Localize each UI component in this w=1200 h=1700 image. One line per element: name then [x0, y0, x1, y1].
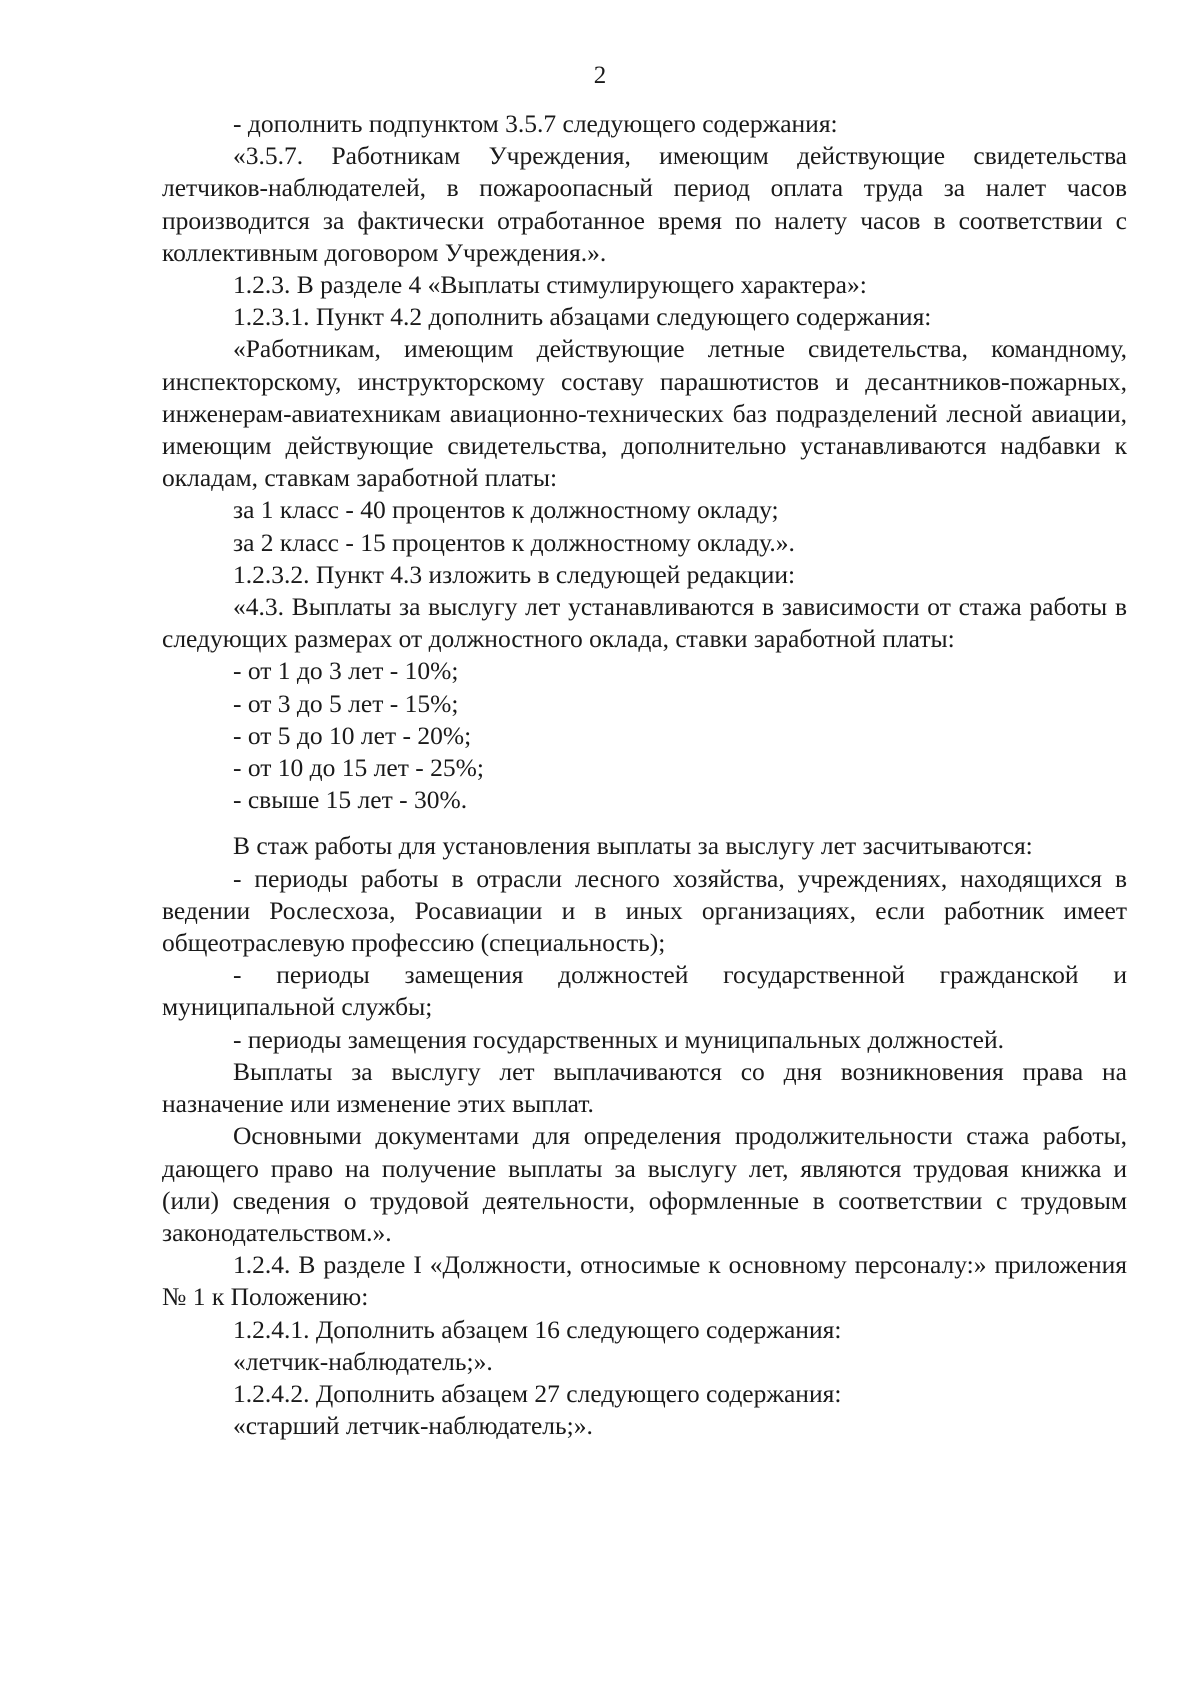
paragraph: Основными документами для определения продолжительности стажа работы, дающего право на получение выплаты за выслугу лет, являются трудовая книжка и (или) сведения о трудовой деятельности, оформленные в соответствии с трудовым законодательством.».	[162, 1121, 1127, 1247]
paragraph: «старший летчик-наблюдатель;».	[233, 1411, 593, 1441]
page-number: 2	[593, 62, 607, 89]
paragraph: В стаж работы для установления выплаты за выслугу лет засчитываются:	[233, 831, 1033, 861]
paragraph: - периоды работы в отрасли лесного хозяйства, учреждениях, находящихся в ведении Рослесхоза, Росавиации и в иных организациях, если работник имеет общеотраслевую профессию (специальность);	[162, 863, 1127, 958]
paragraph: - периоды замещения должностей государственной гражданской и муниципальной службы;	[162, 960, 1127, 1022]
paragraph: 1.2.4.2. Дополнить абзацем 27 следующего содержания:	[233, 1378, 842, 1408]
list-item: - от 5 до 10 лет - 20%;	[233, 720, 472, 750]
paragraph: «летчик-наблюдатель;».	[233, 1346, 493, 1376]
paragraph: за 2 класс - 15 процентов к должностному окладу.».	[233, 527, 795, 557]
paragraph: 1.2.3.1. Пункт 4.2 дополнить абзацами следующего содержания:	[233, 302, 932, 332]
paragraph: «Работникам, имеющим действующие летные свидетельства, командному, инспекторскому, инструкторскому составу парашютистов и десантников-пожарных, инженерам-авиатехникам авиационно-технических баз подразделений лесной авиации, имеющим действующие свидетельства, дополнительно устанавливаются надбавки к окладам, ставкам заработной платы:	[162, 334, 1127, 493]
paragraph: - периоды замещения государственных и муниципальных должностей.	[233, 1024, 1005, 1054]
list-item: - от 3 до 5 лет - 15%;	[233, 688, 459, 718]
paragraph: «4.3. Выплаты за выслугу лет устанавливаются в зависимости от стажа работы в следующих размерах от должностного оклада, ставки заработной платы:	[162, 592, 1127, 654]
list-item: - от 10 до 15 лет - 25%;	[233, 753, 484, 783]
document-body	[162, 108, 1127, 1442]
paragraph: 1.2.3.2. Пункт 4.3 изложить в следующей редакции:	[233, 559, 796, 589]
paragraph: 1.2.4. В разделе I «Должности, относимые к основному персоналу:» приложения № 1 к Положению:	[162, 1250, 1127, 1312]
paragraph: Выплаты за выслугу лет выплачиваются со дня возникновения права на назначение или изменение этих выплат.	[162, 1056, 1127, 1119]
list-item: - от 1 до 3 лет - 10%;	[233, 656, 459, 686]
paragraph: 1.2.3. В разделе 4 «Выплаты стимулирующего характера»:	[233, 270, 867, 300]
paragraph: 1.2.4.1. Дополнить абзацем 16 следующего содержания:	[233, 1314, 842, 1344]
list-item: - свыше 15 лет - 30%.	[233, 785, 468, 815]
paragraph: за 1 класс - 40 процентов к должностному окладу;	[233, 495, 779, 525]
paragraph: - дополнить подпунктом 3.5.7 следующего содержания:	[233, 109, 838, 138]
paragraph: «3.5.7. Работникам Учреждения, имеющим действующие свидетельства летчиков-наблюдателей, в пожароопасный период оплата труда за налет часов производится за фактически отработанное время по налету часов в соответствии с коллективным договором Учреждения.».	[162, 141, 1127, 267]
